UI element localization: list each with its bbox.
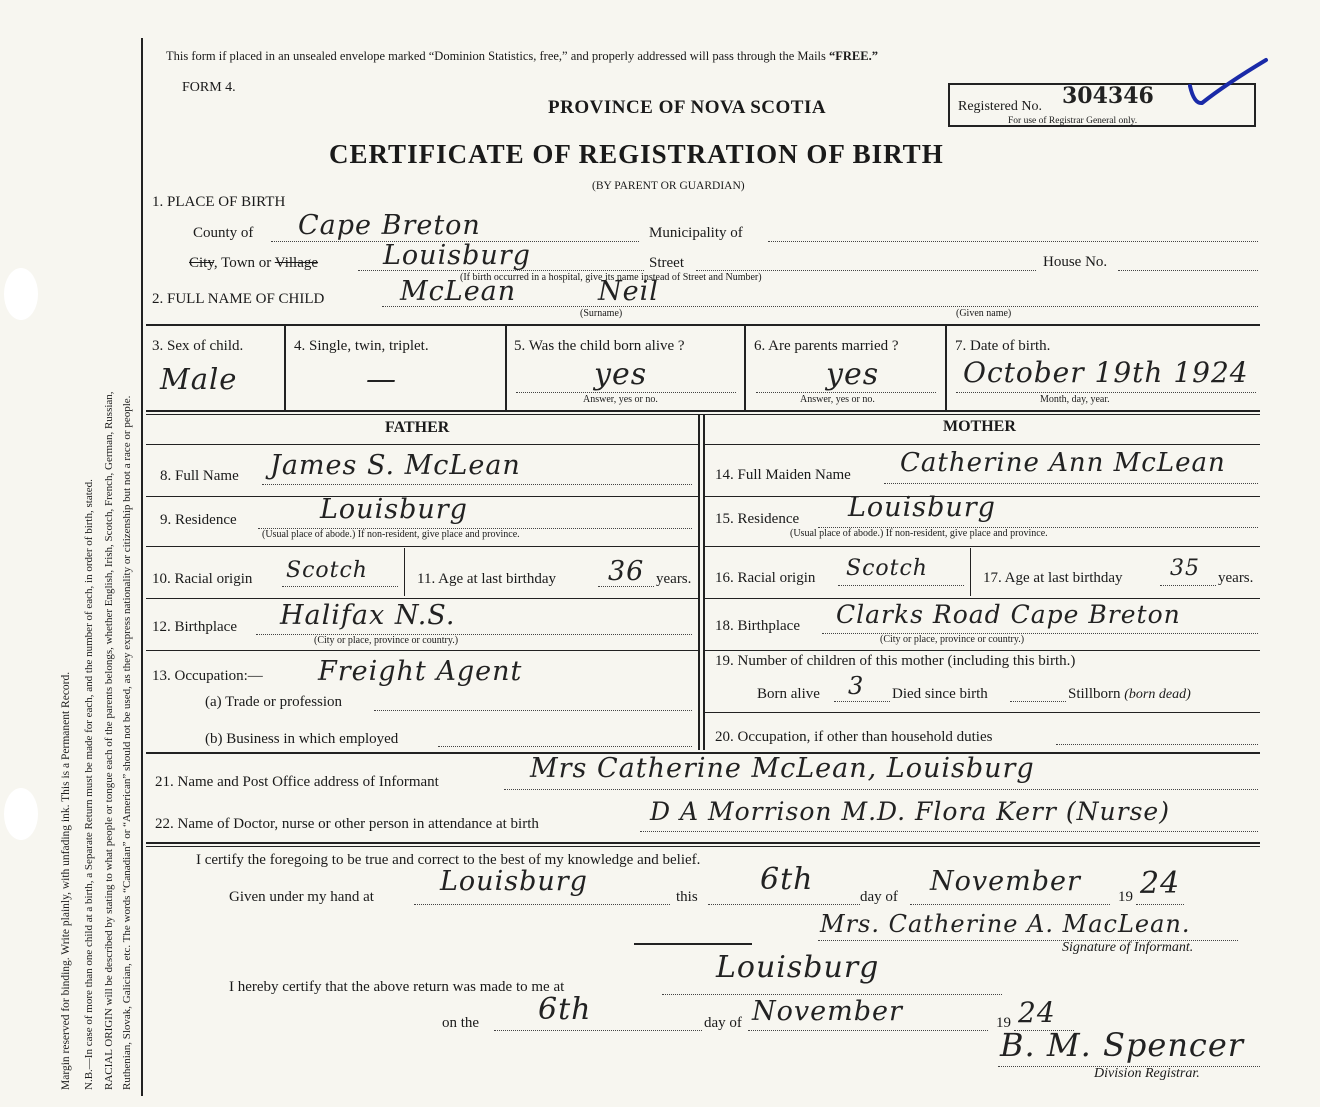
house-label: House No. — [1043, 254, 1108, 270]
plurality-label: 4. Single, twin, triplet. — [294, 338, 429, 354]
mother-age-line — [1160, 585, 1216, 586]
mother-racial-line — [838, 585, 964, 586]
registrar-year-value: 24 — [1018, 996, 1056, 1029]
house-line — [1118, 270, 1258, 271]
informant-value: Mrs Catherine McLean, Louisburg — [530, 753, 1035, 784]
registrar-on-the-label: on the — [442, 1015, 480, 1031]
this-label: this — [676, 889, 698, 905]
father-birthplace-label: 12. Birthplace — [152, 619, 237, 635]
mother-name-label: 14. Full Maiden Name — [715, 467, 851, 483]
registrar-caption: Division Registrar. — [1094, 1066, 1200, 1081]
registered-number: 304346 — [1062, 83, 1154, 109]
father-heading: FATHER — [385, 419, 450, 436]
date-caption: Month, day, year. — [1040, 394, 1110, 405]
cert-year-prefix: 19 — [1118, 889, 1133, 905]
answer-caption: Answer, yes or no. — [800, 394, 875, 405]
father-name-label: 8. Full Name — [160, 468, 239, 484]
form-number: FORM 4. — [182, 80, 236, 95]
sex-value: Male — [160, 362, 238, 396]
divider — [703, 414, 705, 750]
cert-day-line — [708, 904, 860, 905]
certification-statement: I certify the foregoing to be true and correct to the best of my knowledge and belief. — [196, 852, 701, 868]
father-residence-label: 9. Residence — [160, 512, 237, 528]
child-surname: McLean — [400, 276, 517, 307]
cert-month-value: November — [930, 866, 1081, 897]
mother-years-label: years. — [1218, 570, 1254, 586]
cert-month-line — [910, 904, 1110, 905]
registrar-place-line — [662, 994, 1002, 995]
registrar-day-of-label: day of — [704, 1015, 742, 1031]
registrar-day-value: 6th — [538, 992, 592, 1027]
parents-married-line — [756, 392, 936, 393]
stillborn-note: (born dead) — [1124, 687, 1191, 702]
mother-abode-note: (Usual place of abode.) If non-resident, give place and province. — [790, 528, 1048, 539]
registrar-month-line — [748, 1030, 988, 1031]
mother-racial-value: Scotch — [846, 556, 928, 581]
top-note: This form if placed in an unsealed envelope marked “Dominion Statistics, free,” and properly addressed will pass through the Mails “FREE.” — [166, 49, 878, 63]
father-years-label: years. — [656, 571, 692, 587]
mother-heading: MOTHER — [943, 418, 1016, 435]
cert-day-of-label: day of — [860, 889, 898, 905]
mother-residence-label: 15. Residence — [715, 511, 800, 527]
father-racial-value: Scotch — [286, 558, 368, 583]
informant-label: 21. Name and Post Office address of Informant — [155, 774, 439, 790]
father-age-value: 36 — [608, 556, 645, 587]
divider — [634, 943, 752, 945]
divider — [146, 546, 698, 547]
divider — [146, 598, 698, 599]
born-alive-count-line — [834, 701, 890, 702]
born-alive-count-value: 3 — [848, 672, 865, 700]
cert-day-value: 6th — [760, 862, 814, 897]
village-label: Village — [274, 255, 319, 271]
father-abode-note: (Usual place of abode.) If non-resident, give place and province. — [262, 529, 520, 540]
divider — [146, 324, 1260, 326]
born-alive-value: yes — [594, 357, 648, 392]
born-alive-count-label: Born alive — [757, 686, 820, 702]
street-label: Street — [649, 255, 684, 271]
doctor-label: 22. Name of Doctor, nurse or other person in attendance at birth — [155, 816, 539, 832]
town-value: Louisburg — [383, 240, 531, 271]
registered-label: Registered No. — [958, 99, 1042, 114]
children-count-label: 19. Number of children of this mother (including this birth.) — [715, 653, 1076, 669]
free-mark: “FREE.” — [829, 49, 878, 63]
given-name-caption: (Given name) — [956, 308, 1012, 319]
registrar-signature: B. M. Spencer — [1000, 1026, 1245, 1064]
father-occupation-label: 13. Occupation:— — [152, 668, 263, 684]
binding-margin-line — [141, 38, 143, 1096]
street-line — [696, 270, 1036, 271]
stillborn-text: Stillborn — [1068, 686, 1121, 702]
divider — [146, 846, 1260, 847]
date-of-birth-value: October 19th 1924 — [963, 356, 1249, 389]
died-since-birth-line — [1010, 701, 1066, 702]
page-subtitle: (BY PARENT OR GUARDIAN) — [592, 180, 745, 192]
given-place-value: Louisburg — [440, 866, 588, 897]
divider — [705, 650, 1260, 651]
parents-married-value: yes — [826, 357, 880, 392]
divider — [705, 598, 1260, 599]
divider — [146, 410, 1260, 412]
mother-age-label: 17. Age at last birthday — [983, 570, 1123, 586]
given-under-hand-label: Given under my hand at — [229, 889, 374, 905]
informant-signature-caption: Signature of Informant. — [1062, 940, 1194, 955]
date-of-birth-line — [956, 392, 1256, 393]
margin-note: Ruthenian, Slovak, Galician, etc. The words “Canadian” or “American” should not be used, as they express nationality or citizenship but not a race or people. — [121, 395, 133, 1090]
page-title: CERTIFICATE OF REGISTRATION OF BIRTH — [329, 139, 944, 169]
mother-name-value: Catherine Ann McLean — [900, 448, 1226, 478]
father-birthplace-value: Halifax N.S. — [280, 600, 456, 631]
died-since-birth-label: Died since birth — [892, 686, 988, 702]
hospital-note: (If birth occurred in a hospital, give its name instead of Street and Number) — [460, 272, 762, 283]
father-racial-label: 10. Racial origin — [152, 571, 253, 587]
punch-hole — [4, 788, 38, 840]
county-value: Cape Breton — [298, 210, 481, 241]
father-residence-value: Louisburg — [320, 494, 468, 525]
informant-line — [504, 789, 1258, 790]
town-label: , Town or — [213, 255, 272, 271]
divider — [705, 546, 1260, 547]
margin-note: Margin reserved for binding. Write plainly, with unfading ink. This is a Permanent Record. — [60, 671, 72, 1090]
registrar-place-value: Louisburg — [716, 950, 880, 985]
registrar-day-line — [494, 1030, 702, 1031]
divider — [404, 548, 405, 596]
mother-occupation-line — [1056, 744, 1258, 745]
divider — [970, 548, 971, 596]
registered-note: For use of Registrar General only. — [1008, 116, 1138, 126]
registrar-year-prefix: 19 — [996, 1015, 1011, 1031]
born-alive-line — [516, 392, 736, 393]
date-of-birth-label: 7. Date of birth. — [955, 338, 1051, 354]
divider — [146, 444, 698, 445]
registrar-statement: I hereby certify that the above return was made to me at — [229, 979, 565, 995]
cert-year-line — [1136, 904, 1184, 905]
child-given-name: Neil — [598, 276, 659, 307]
city-label: City — [189, 255, 214, 271]
stillborn-label — [1068, 686, 1191, 703]
municipality-line — [768, 241, 1258, 242]
trade-label: (a) Trade or profession — [205, 694, 343, 710]
cert-year-value: 24 — [1140, 866, 1181, 901]
mother-residence-value: Louisburg — [848, 492, 996, 523]
margin-note: N.B.—In case of more than one child at a birth, a Separate Return must be made for each, and the number of each, in order of birth, stated. — [83, 479, 95, 1090]
mother-racial-label: 16. Racial origin — [715, 570, 816, 586]
plurality-value: — — [366, 362, 397, 397]
informant-signature: Mrs. Catherine A. MacLean. — [820, 910, 1191, 938]
father-name-value: James S. McLean — [270, 450, 521, 481]
divider — [505, 326, 507, 410]
divider — [146, 842, 1260, 844]
mother-birthplace-label: 18. Birthplace — [715, 618, 800, 634]
business-label: (b) Business in which employed — [205, 731, 399, 747]
divider — [945, 326, 947, 410]
registrar-month-value: November — [752, 996, 903, 1027]
mother-birthplace-note: (City or place, province or country.) — [880, 634, 1025, 645]
mother-birthplace-value: Clarks Road Cape Breton — [836, 600, 1181, 629]
mother-age-value: 35 — [1170, 556, 1200, 581]
place-of-birth-label: 1. PLACE OF BIRTH — [152, 194, 286, 210]
father-name-line — [262, 484, 692, 485]
divider — [744, 326, 746, 410]
father-occupation-value: Freight Agent — [318, 656, 523, 687]
divider — [284, 326, 286, 410]
punch-hole — [4, 268, 38, 320]
trade-line — [374, 710, 692, 711]
father-birthplace-note: (City or place, province or country.) — [314, 635, 459, 646]
municipality-label: Municipality of — [649, 225, 743, 241]
province: PROVINCE OF NOVA SCOTIA — [548, 97, 827, 118]
city-town-label — [189, 255, 318, 272]
surname-caption: (Surname) — [580, 308, 623, 319]
father-age-label: 11. Age at last birthday — [417, 571, 556, 587]
divider — [146, 650, 698, 651]
answer-caption: Answer, yes or no. — [583, 394, 658, 405]
divider — [705, 712, 1260, 713]
given-place-line — [414, 904, 670, 905]
county-label: County of — [193, 225, 254, 241]
doctor-line — [640, 831, 1258, 832]
father-racial-line — [282, 586, 398, 587]
mother-occupation-label: 20. Occupation, if other than household duties — [715, 729, 993, 745]
doctor-value: D A Morrison M.D. Flora Kerr (Nurse) — [650, 797, 1170, 826]
divider — [705, 444, 1260, 445]
business-line — [438, 746, 692, 747]
divider — [698, 414, 700, 750]
check-mark-icon — [1186, 56, 1272, 117]
mother-name-line — [884, 483, 1258, 484]
child-name-label: 2. FULL NAME OF CHILD — [152, 291, 325, 307]
sex-label: 3. Sex of child. — [152, 338, 244, 354]
born-alive-label: 5. Was the child born alive ? — [514, 338, 685, 354]
margin-note: RACIAL ORIGIN will be described by stating to what people or tongue each of the parents belongs, whether English, Irish, Scotch, French, German, Russian, — [103, 391, 115, 1090]
parents-married-label: 6. Are parents married ? — [754, 338, 899, 354]
